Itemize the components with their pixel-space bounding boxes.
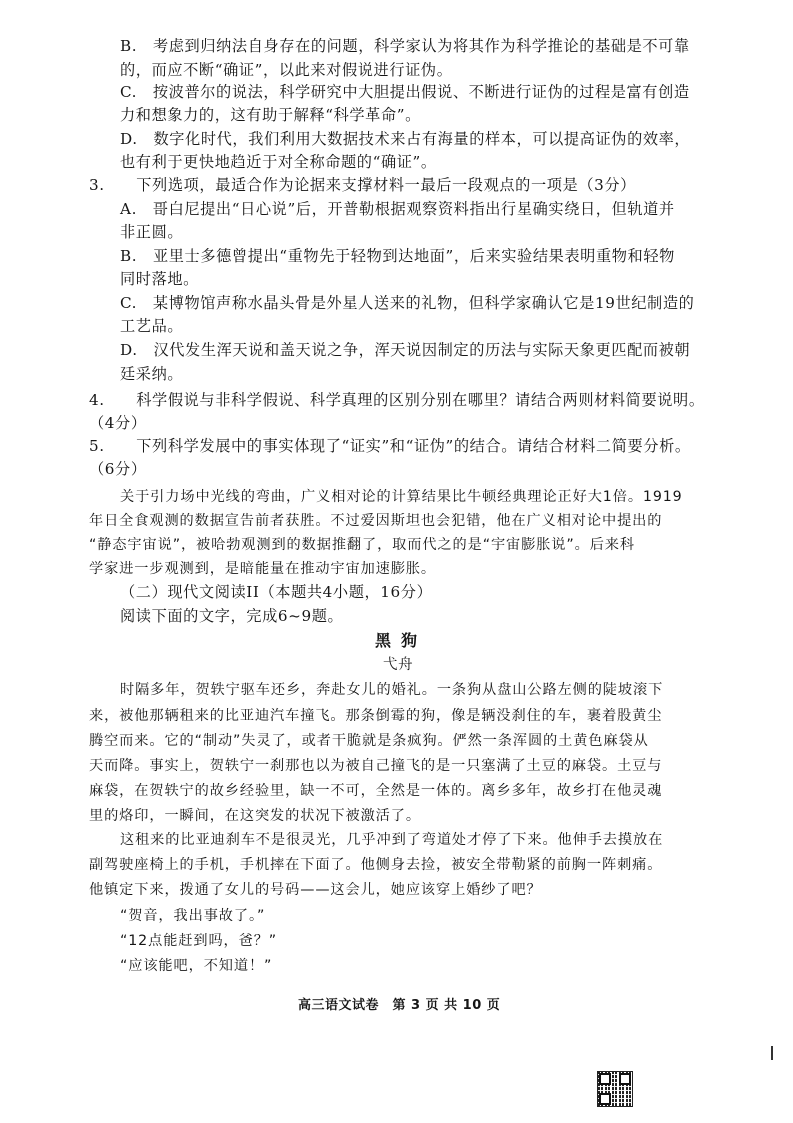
material-line3: “静态宇宙说”，被哈勃观测到的数据推翻了，取而代之的是“宇宙膨胀说”。后来科 — [89, 537, 635, 553]
paragraph2-line3: 他镇定下来，拨通了女儿的号码——这会儿，她应该穿上婚纱了吧？ — [89, 882, 542, 898]
dialogue-line2: “12点能赶到吗，爸？” — [120, 933, 278, 949]
paragraph1-line4: 天而降。事实上，贺轶宁一刹那也以为被自己撞飞的是一只塞满了土豆的麻袋。土豆与 — [89, 758, 663, 774]
option-d-line2: 也有利于更快地趋近于对全称命题的“确证”。 — [120, 153, 437, 171]
material-line4: 学家进一步观测到，是暗能量在推动宇宙加速膨胀。 — [89, 561, 437, 577]
article-author: 弋舟 — [383, 657, 414, 673]
material-line2: 年日全食观测的数据宣告前者获胜。不过爱因斯坦也会犯错，他在广义相对论中提出的 — [89, 513, 663, 529]
option-b-line1: B. 考虑到归纳法自身存在的问题，科学家认为将其作为科学推论的基础是不可靠 — [120, 37, 690, 55]
question-4-score: （4分） — [89, 414, 147, 432]
q3-option-d-line1: D. 汉代发生浑天说和盖天说之争，浑天说因制定的历法与实际天象更匹配而被朝 — [120, 341, 691, 359]
option-c-line1: C. 按波普尔的说法，科学研究中大胆提出假说、不断进行证伪的过程是富有创造 — [120, 83, 690, 101]
option-b-line2: 的，而应不断“确证”，以此来对假说进行证伪。 — [120, 61, 453, 79]
qr-code-icon — [597, 1071, 633, 1107]
paragraph1-line6: 里的烙印，一瞬间，在这突发的状况下被激活了。 — [89, 808, 421, 824]
article-title: 黑狗 — [375, 631, 428, 650]
reading-instruction: 阅读下面的文字，完成6~9题。 — [120, 607, 344, 625]
paragraph1-line3: 腾空而来。它的“制动”失灵了，或者干脆就是条疯狗。俨然一条浑圆的土黄色麻袋从 — [89, 733, 649, 749]
paragraph1-line5: 麻袋，在贺轶宁的故乡经验里，缺一不可，全然是一体的。离乡多年，故乡打在他灵魂 — [89, 783, 663, 799]
dialogue-line1: “贺音，我出事故了。” — [120, 908, 266, 924]
q3-option-a-line1: A. 哥白尼提出“日心说”后，开普勒根据观察资料指出行星确实绕日，但轨道并 — [120, 200, 675, 218]
q3-option-b-line1: B. 亚里士多德曾提出“重物先于轻物到达地面”，后来实验结果表明重物和轻物 — [120, 247, 675, 265]
q3-option-c-line1: C. 某博物馆声称水晶头骨是外星人送来的礼物，但科学家确认它是19世纪制造的 — [120, 294, 695, 312]
q3-option-d-line2: 廷采纳。 — [120, 365, 184, 383]
question-5-score: （6分） — [89, 460, 147, 478]
option-c-line2: 力和想象力的，这有助于解释“科学革命”。 — [120, 106, 421, 124]
option-d-line1: D. 数字化时代，我们利用大数据技术来占有海量的样本，可以提高证伪的效率， — [120, 130, 691, 148]
paragraph1-line2: 来，被他那辆租来的比亚迪汽车撞飞。那条倒霉的狗，像是辆没刹住的车，裹着股黄尘 — [89, 708, 663, 724]
scan-mark — [771, 1046, 773, 1060]
paragraph2-line1: 这租来的比亚迪刹车不是很灵光，几乎冲到了弯道处才停了下来。他伸手去摸放在 — [120, 832, 664, 848]
dialogue-line3: “应该能吧，不知道！” — [120, 958, 273, 974]
page-footer: 高三语文试卷 第 3 页 共 10 页 — [298, 998, 501, 1013]
question-3: 3. 下列选项，最适合作为论据来支撑材料一最后一段观点的一项是（3分） — [89, 176, 636, 194]
question-4: 4. 科学假说与非科学假说、科学真理的区别分别在哪里？请结合两则材料简要说明。 — [89, 391, 705, 409]
paragraph1-line1: 时隔多年，贺轶宁驱车还乡，奔赴女儿的婚礼。一条狗从盘山公路左侧的陡坡滚下 — [120, 682, 664, 698]
paragraph2-line2: 副驾驶座椅上的手机，手机摔在下面了。他侧身去捡，被安全带勒紧的前胸一阵刺痛。 — [89, 857, 663, 873]
material-line1: 关于引力场中光线的弯曲，广义相对论的计算结果比牛顿经典理论正好大1倍。1919 — [120, 489, 683, 505]
q3-option-a-line2: 非正圆。 — [120, 223, 184, 241]
q3-option-c-line2: 工艺品。 — [120, 317, 184, 335]
section-heading: （二）现代文阅读II（本题共4小题，16分） — [120, 583, 433, 601]
q3-option-b-line2: 同时落地。 — [120, 270, 199, 288]
question-5: 5. 下列科学发展中的事实体现了“证实”和“证伪”的结合。请结合材料二简要分析。 — [89, 437, 691, 455]
